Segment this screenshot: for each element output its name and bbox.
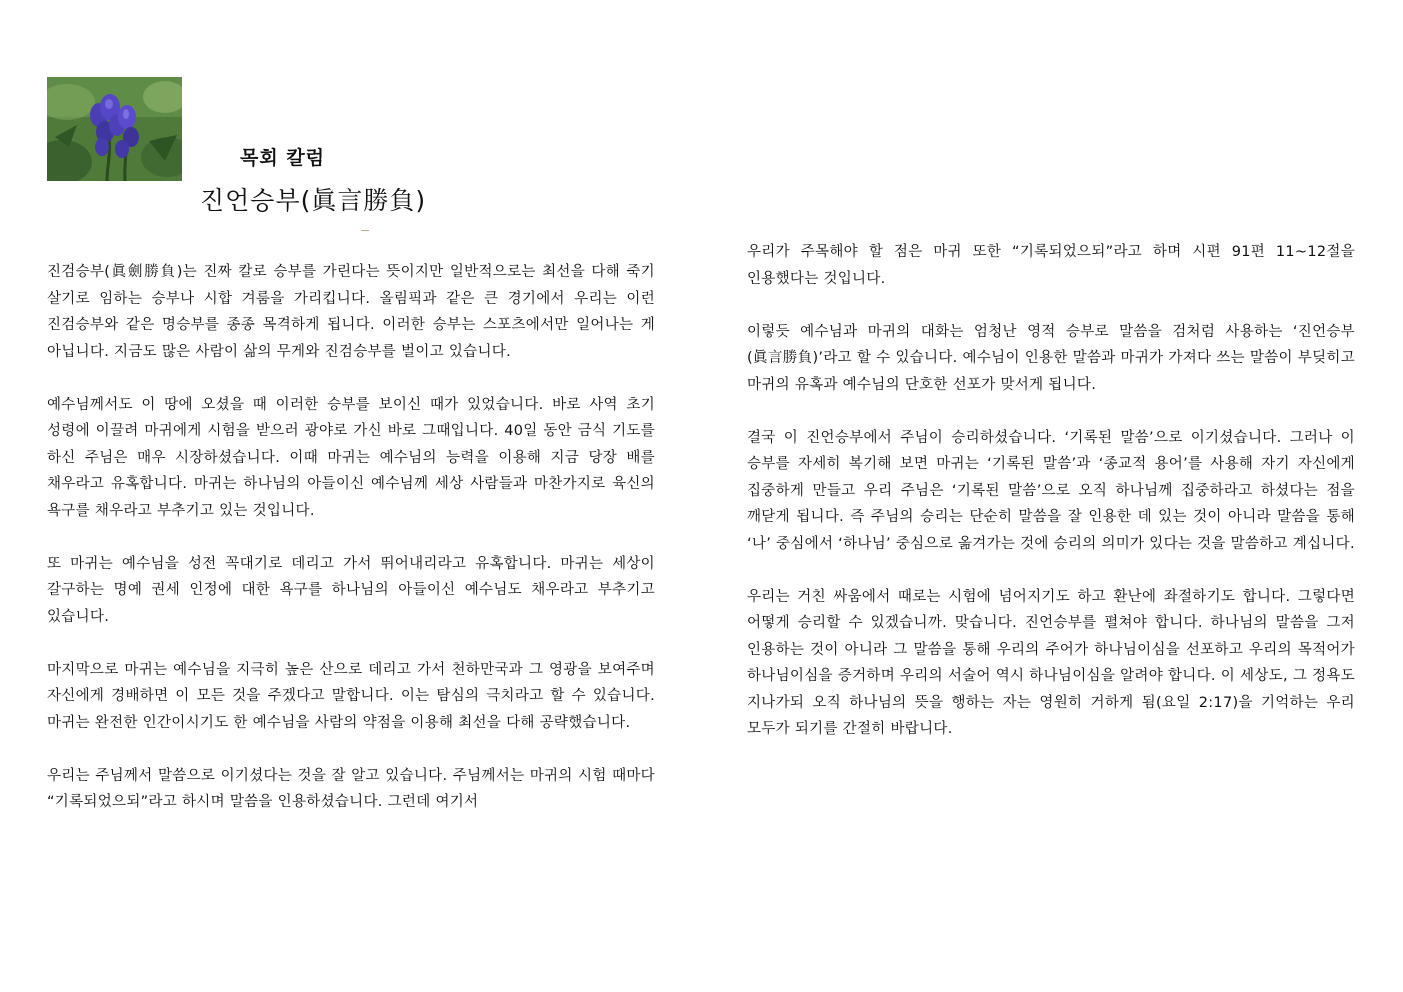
paragraph: 우리는 주님께서 말씀으로 이기셨다는 것을 잘 알고 있습니다. 주님께서는 마귀의 시험 때마다 “기록되었으되”라고 하시며 말씀을 인용하셨습니다. 그런데 여기서 bbox=[47, 767, 655, 810]
column-label: 목회 칼럼 bbox=[240, 147, 326, 169]
paragraph: 이렇듯 예수님과 마귀의 대화는 엄청난 영적 승부로 말씀을 검처럼 사용하는 ‘진언승부(眞言勝負)’라고 할 수 있습니다. 예수님이 인용한 말씀과 마귀가 가져다 쓰는 말씀이 부딪히고 마귀의 유혹과 예수님의 단호한 선포가 맞서게 됩니다. bbox=[747, 323, 1355, 393]
paragraph: 진검승부(眞劍勝負)는 진짜 칼로 승부를 가린다는 뜻이지만 일반적으로는 최선을 다해 죽기 살기로 임하는 승부나 시합 겨룸을 가리킵니다. 올림픽과 같은 큰 경기에서 우리는 이런 진검승부와 같은 명승부를 종종 목격하게 됩니다. 이러한 승부는 스포츠에서만 일어나는 게 아닙니다. 지금도 많은 사람이 삶의 무게와 진검승부를 벌이고 있습니다. bbox=[47, 264, 655, 360]
page-title: 진언승부(眞言勝負) bbox=[200, 186, 427, 215]
left-column bbox=[47, 259, 655, 842]
paragraph: 우리가 주목해야 할 점은 마귀 또한 “기록되었으되”라고 하며 시편 91편 11~12절을 인용했다는 것입니다. bbox=[747, 244, 1355, 287]
paragraph: 결국 이 진언승부에서 주님이 승리하셨습니다. ‘기록된 말씀’으로 이기셨습니다. 그러나 이 승부를 자세히 복기해 보면 마귀는 ‘기록된 말씀’과 ‘종교적 용어’를 사용해 자기 자신에게 집중하게 만들고 우리 주님은 ‘기록된 말씀’으로 오직 하나님께 집중하라고 하셨다는 점을 깨닫게 됩니다. 즉 주님의 승리는 단순히 말씀을 잘 인용한 데 있는 것이 아니라 말씀을 통해 ‘나’ 중심에서 ‘하나님’ 중심으로 옮겨가는 것에 승리의 의미가 있다는 것을 말씀하고 계십니다. bbox=[747, 429, 1355, 552]
flower-photo bbox=[47, 77, 182, 181]
title-divider bbox=[361, 230, 369, 231]
paragraph: 예수님께서도 이 땅에 오셨을 때 이러한 승부를 보이신 때가 있었습니다. 바로 사역 초기 성령에 이끌려 마귀에게 시험을 받으러 광야로 가신 바로 그때입니다. 40일 동안 금식 기도를 하신 주님은 매우 시장하셨습니다. 이때 마귀는 예수님의 능력을 이용해 지금 당장 배를 채우라고 유혹합니다. 마귀는 하나님의 아들이신 예수님께 세상 사람들과 마찬가지로 육신의 욕구를 채우라고 부추기고 있는 것입니다. bbox=[47, 396, 655, 519]
paragraph: 또 마귀는 예수님을 성전 꼭대기로 데리고 가서 뛰어내리라고 유혹합니다. 마귀는 세상이 갈구하는 명예 권세 인정에 대한 욕구를 하나님의 아들이신 예수님도 채우라고 부추기고 있습니다. bbox=[47, 555, 655, 625]
paragraph: 마지막으로 마귀는 예수님을 지극히 높은 산으로 데리고 가서 천하만국과 그 영광을 보여주며 자신에게 경배하면 이 모든 것을 주겠다고 말합니다. 이는 탐심의 극치라고 할 수 있습니다. 마귀는 완전한 인간이시기도 한 예수님을 사람의 약점을 이용해 최선을 다해 공략했습니다. bbox=[47, 661, 655, 731]
right-column bbox=[747, 239, 1355, 769]
flower-photo-icon bbox=[47, 77, 182, 181]
paragraph: 우리는 거친 싸움에서 때로는 시험에 넘어지기도 하고 환난에 좌절하기도 합니다. 그렇다면 어떻게 승리할 수 있겠습니까. 맞습니다. 진언승부를 펼쳐야 합니다. 하나님의 말씀을 그저 인용하는 것이 아니라 그 말씀을 통해 우리의 주어가 하나님이심을 선포하고 우리의 목적어가 하나님이심을 증거하며 우리의 서술어 역시 하나님이심을 알려야 합니다. 이 세상도, 그 정욕도 지나가되 오직 하나님의 뜻을 행하는 자는 영원히 거하게 됨(요일 2:17)을 기억하는 우리 모두가 되기를 간절히 바랍니다. bbox=[747, 588, 1355, 737]
